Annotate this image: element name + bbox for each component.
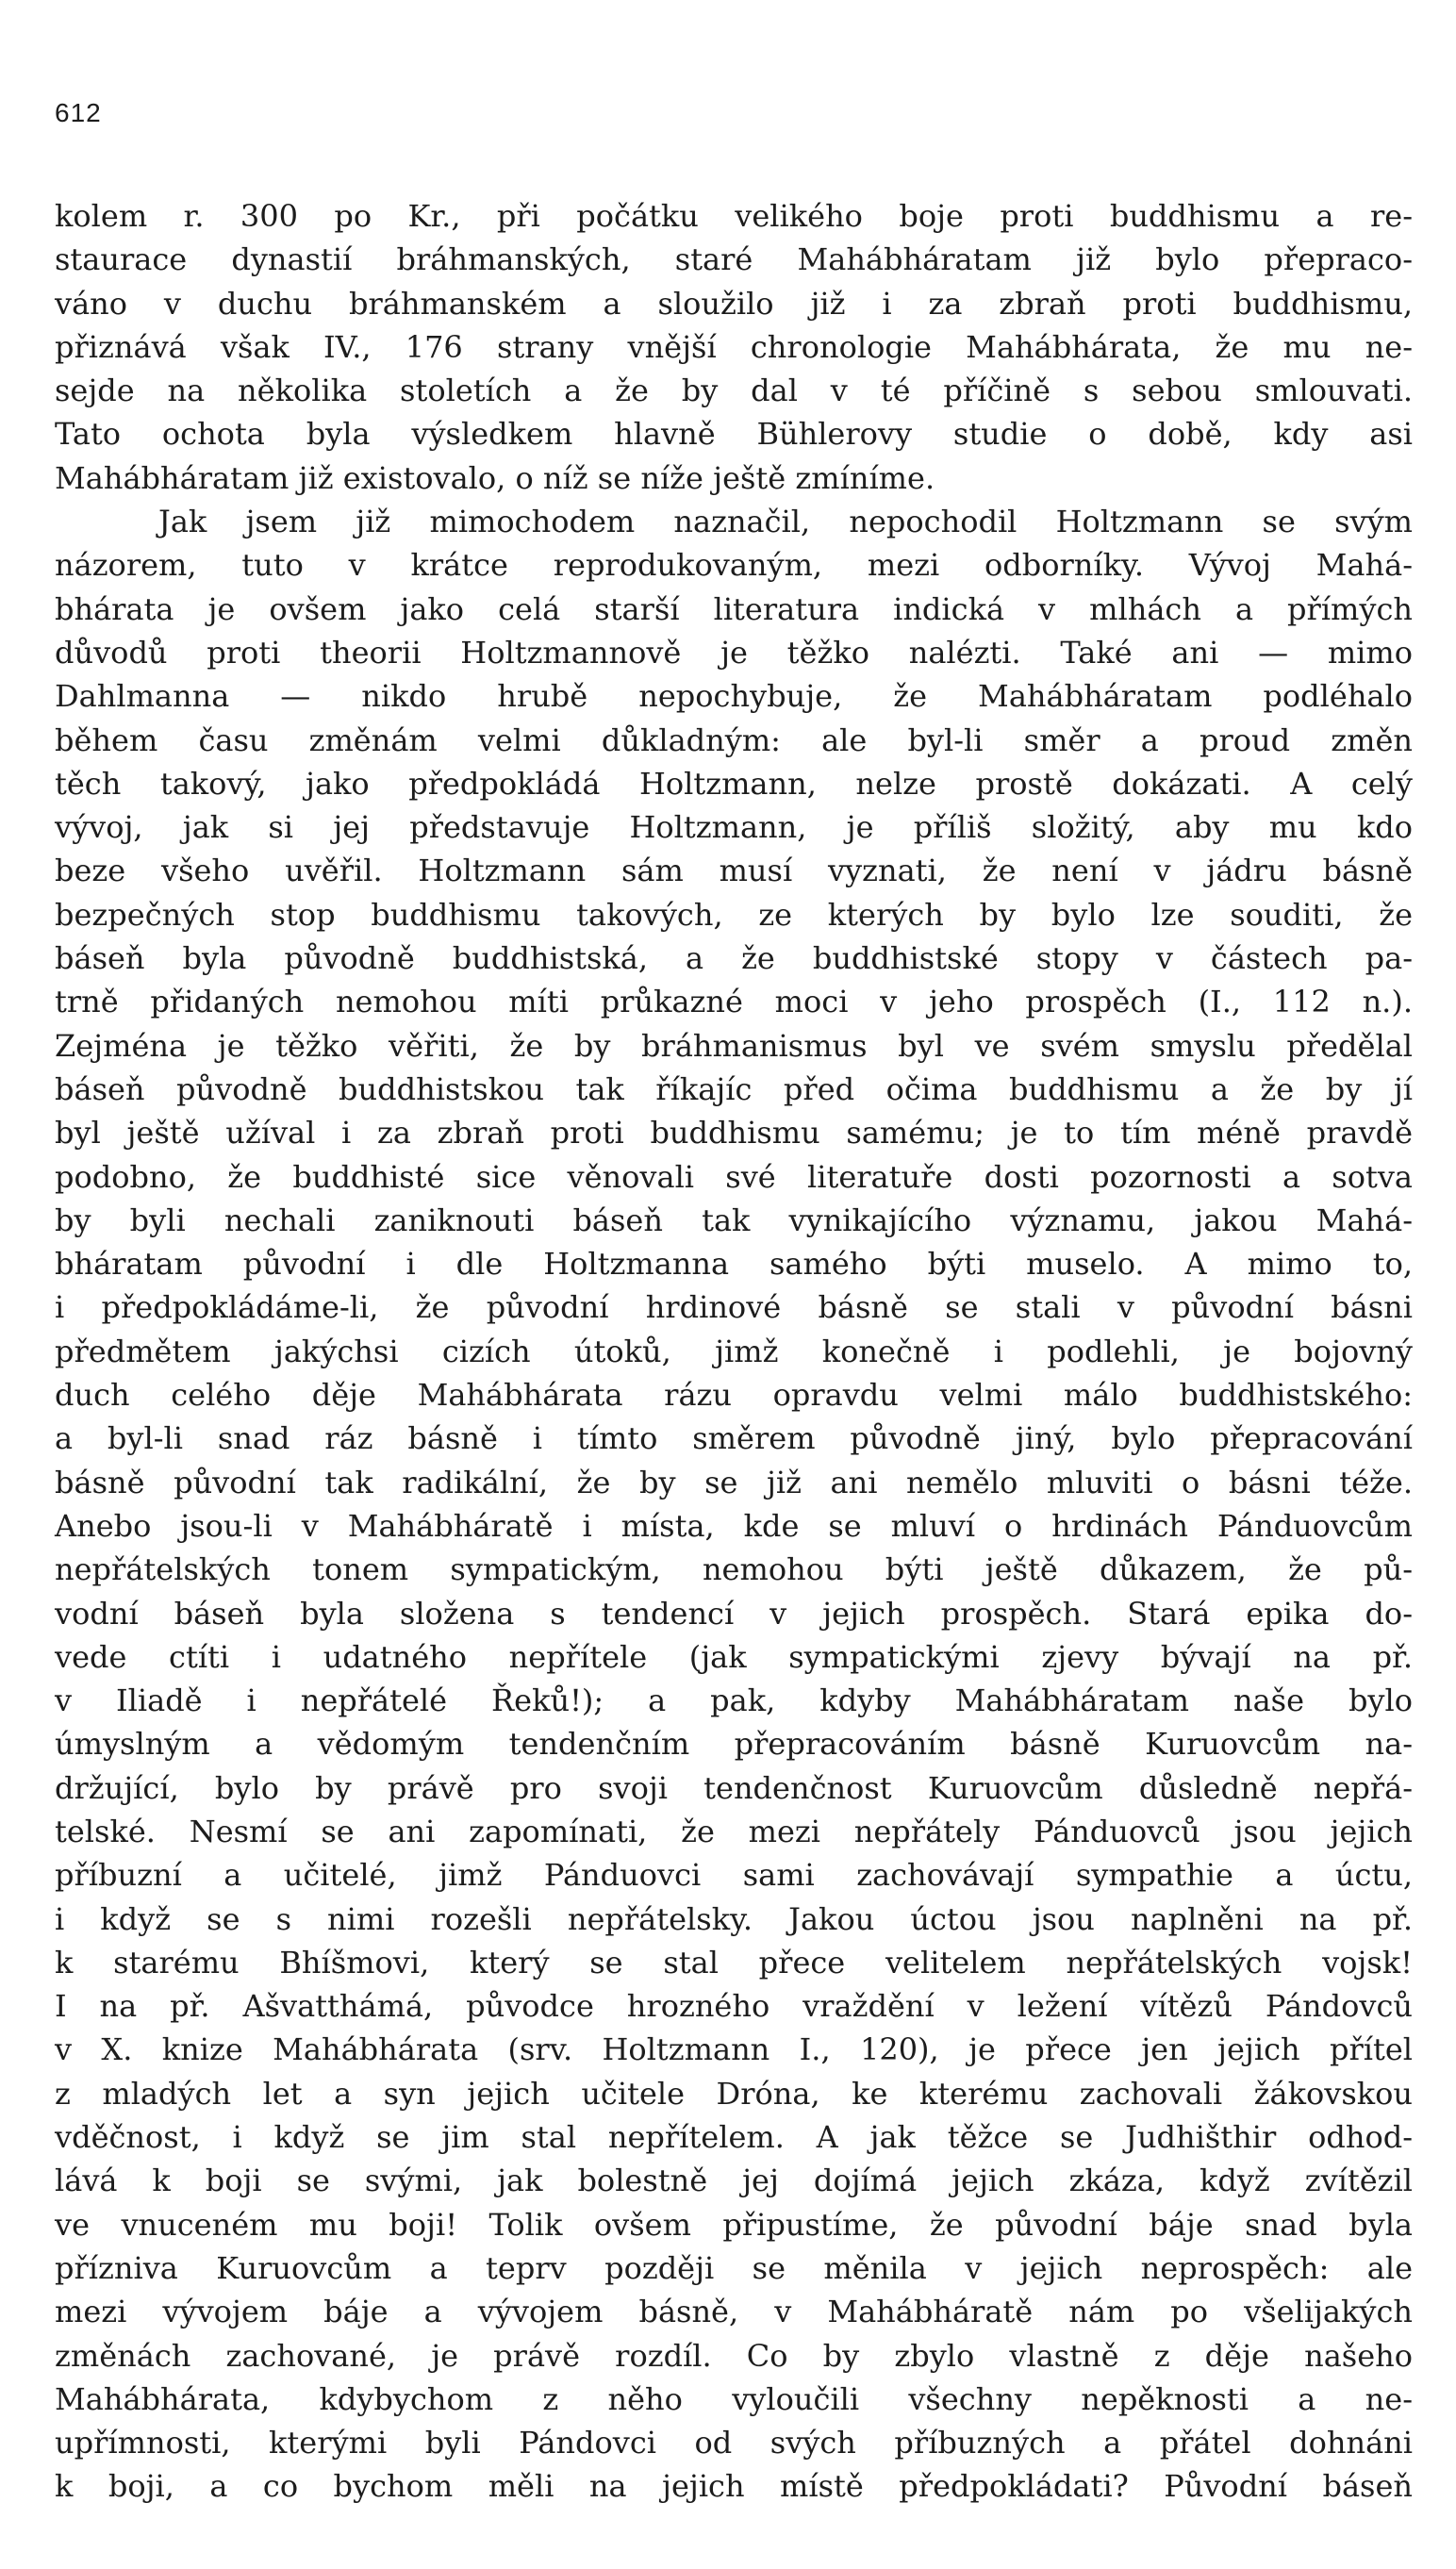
page-number: 612: [55, 98, 102, 127]
text-line: lává k boji se svými, jak bolestně jej dojímá jejich zkáza, když zvítězil: [55, 2163, 1413, 2199]
text-line: Dahlmanna — nikdo hrubě nepochybuje, že Mahábháratam podléhalo: [55, 678, 1413, 715]
text-line: nepřátelských tonem sympatickým, nemohou býti ještě důkazem, že pů-: [55, 1551, 1413, 1588]
text-line: Tato ochota byla výsledkem hlavně Bühlerovy studie o době, kdy asi: [55, 416, 1413, 453]
text-line: těch takový, jako předpokládá Holtzmann, nelze prostě dokázati. A celý: [55, 765, 1413, 802]
text-line: podobno, že buddhisté sice věnovali své literatuře dosti pozornosti a sotva: [55, 1158, 1413, 1195]
text-line: báseň byla původně buddhistská, a že buddhistské stopy v částech pa-: [55, 940, 1413, 977]
text-line: Mahábhárata, kdybychom z něho vyloučili všechny nepěknosti a ne-: [55, 2380, 1413, 2417]
text-line: váno v duchu bráhmanském a sloužilo již i za zbraň proti buddhismu,: [55, 285, 1413, 322]
text-line: mezi vývojem báje a vývojem básně, v Mahábháratě nám po všelijakých: [55, 2294, 1413, 2330]
text-line: během času změnám velmi důkladným: ale byl-li směr a proud změn: [55, 721, 1413, 758]
text-line: staurace dynastií bráhmanských, staré Mahábháratam již bylo přepraco-: [55, 241, 1413, 278]
text-line: důvodů proti theorii Holtzmannově je těžko nalézti. Také ani — mimo: [55, 634, 1413, 671]
text-line: k boji, a co bychom měli na jejich místě předpokládati? Původní báseň: [55, 2468, 1413, 2505]
text-line: kolem r. 300 po Kr., při počátku velikého boje proti buddhismu a re-: [55, 198, 1413, 234]
text-line: i když se s nimi rozešli nepřátelsky. Jakou úctou jsou naplněni na př.: [55, 1900, 1413, 1937]
text-line: přiznává však IV., 176 strany vnější chronologie Mahábhárata, že mu ne-: [55, 328, 1413, 365]
text-line: v X. knize Mahábhárata (srv. Holtzmann I., 120), je přece jen jejich přítel: [55, 2031, 1413, 2068]
text-line: Mahábháratam již existovalo, o níž se níže ještě zmíníme.: [55, 459, 935, 496]
text-line: vodní báseň byla složena s tendencí v jejich prospěch. Stará epika do-: [55, 1595, 1413, 1632]
text-line: duch celého děje Mahábhárata rázu opravdu velmi málo buddhistského:: [55, 1377, 1413, 1414]
text-line: bezpečných stop buddhismu takových, ze kterých by bylo lze souditi, že: [55, 896, 1413, 933]
text-line: držující, bylo by právě pro svoji tendenčnost Kuruovcům důsledně nepřá-: [55, 1769, 1413, 1806]
text-line: I na př. Ašvatthámá, původce hrozného vraždění v ležení vítězů Pándovců: [55, 1988, 1413, 2025]
text-line: upřímnosti, kterými byli Pándovci od svých příbuzných a přátel dohnáni: [55, 2425, 1413, 2461]
text-line: Jak jsem již mimochodem naznačil, nepochodil Holtzmann se svým: [158, 504, 1413, 540]
text-line: básně původní tak radikální, že by se již ani nemělo mluviti o básni téže.: [55, 1464, 1413, 1500]
text-line: trně přidaných nemohou míti průkazné moci v jeho prospěch (I., 112 n.).: [55, 984, 1413, 1020]
text-line: bhárata je ovšem jako celá starší literatura indická v mlhách a přímých: [55, 590, 1413, 627]
text-line: předmětem jakýchsi cizích útoků, jimž konečně i podlehli, je bojovný: [55, 1333, 1413, 1369]
text-line: Zejména je těžko věřiti, že by bráhmanismus byl ve svém smyslu předělal: [55, 1027, 1413, 1064]
text-line: vede ctíti i udatného nepřítele (jak sympatickými zjevy bývají na př.: [55, 1638, 1413, 1675]
text-line: by byli nechali zaniknouti báseň tak vynikajícího významu, jakou Mahá-: [55, 1202, 1413, 1238]
text-line: a byl-li snad ráz básně i tímto směrem původně jiný, bylo přepracování: [55, 1420, 1413, 1457]
text-line: názorem, tuto v krátce reprodukovaným, mezi odborníky. Vývoj Mahá-: [55, 547, 1413, 584]
text-line: vývoj, jak si jej představuje Holtzmann, je příliš složitý, aby mu kdo: [55, 809, 1413, 846]
text-line: i předpokládáme-li, že původní hrdinové básně se stali v původní básni: [55, 1289, 1413, 1326]
text-line: úmyslným a vědomým tendenčním přepracováním básně Kuruovcům na-: [55, 1726, 1413, 1763]
text-line: příbuzní a učitelé, jimž Pánduovci sami zachovávají sympathie a úctu,: [55, 1857, 1413, 1894]
text-line: z mladých let a syn jejich učitele Dróna, ke kterému zachovali žákovskou: [55, 2075, 1413, 2112]
text-line: sejde na několika stoletích a že by dal v té příčině s sebou smlouvati.: [55, 373, 1413, 409]
text-line: telské. Nesmí se ani zapomínati, že mezi nepřátely Pánduovců jsou jejich: [55, 1813, 1413, 1849]
text-line: beze všeho uvěřil. Holtzmann sám musí vyznati, že není v jádru básně: [55, 853, 1413, 889]
text-line: změnách zachované, je právě rozdíl. Co by zbylo vlastně z děje našeho: [55, 2337, 1413, 2374]
text-line: báseň původně buddhistskou tak říkajíc před očima buddhismu a že by jí: [55, 1070, 1413, 1107]
body-text: [55, 194, 1413, 2509]
text-line: vděčnost, i když se jim stal nepřítelem. A jak těžce se Judhišthir odhod-: [55, 2119, 1413, 2156]
text-line: Anebo jsou-li v Mahábháratě i místa, kde se mluví o hrdinách Pánduovcům: [55, 1507, 1413, 1544]
text-line: byl ještě užíval i za zbraň proti buddhismu samému; je to tím méně pravdě: [55, 1115, 1413, 1152]
text-line: přízniva Kuruovcům a teprv později se měnila v jejich neprospěch: ale: [55, 2249, 1413, 2286]
text-line: bháratam původní i dle Holtzmanna samého býti muselo. A mimo to,: [55, 1246, 1413, 1283]
text-line: v Iliadě i nepřátelé Řeků!); a pak, kdyby Mahábháratam naše bylo: [55, 1682, 1413, 1719]
text-line: ve vnuceném mu boji! Tolik ovšem připustíme, že původní báje snad byla: [55, 2206, 1413, 2243]
text-line: k starému Bhíšmovi, který se stal přece velitelem nepřátelských vojsk!: [55, 1944, 1413, 1981]
